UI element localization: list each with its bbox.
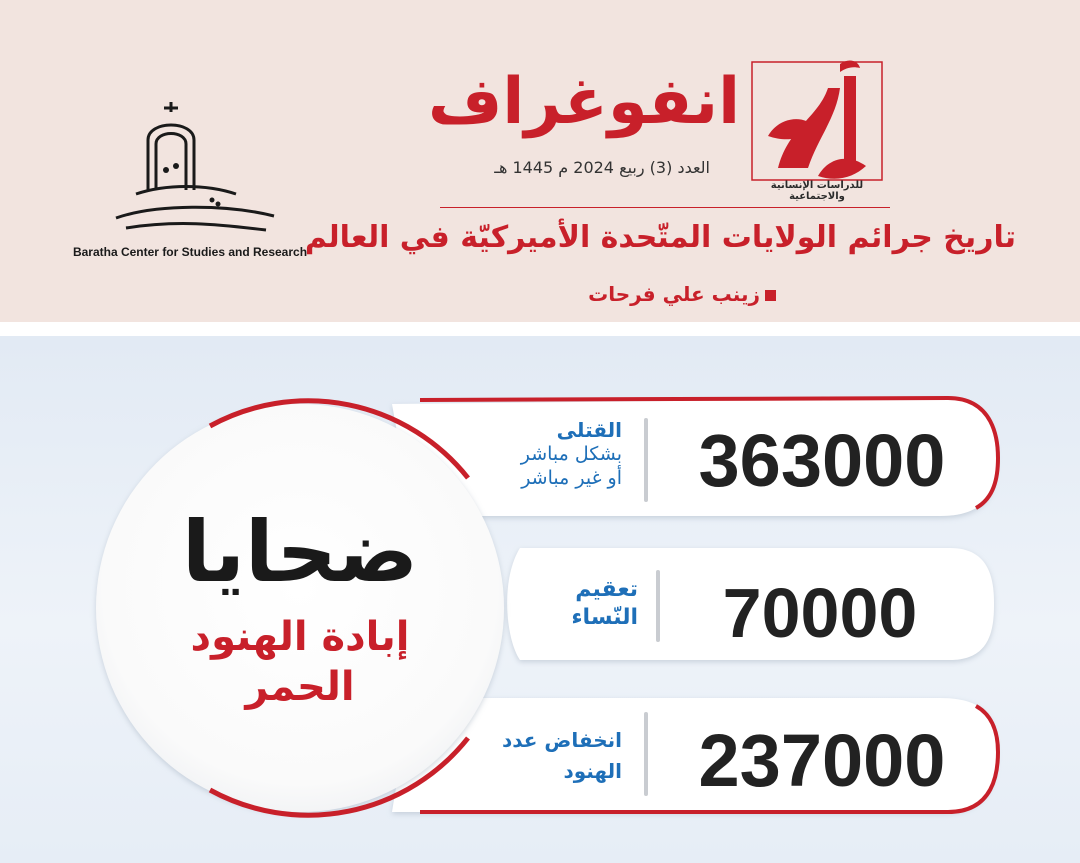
stat-label-population-drop [460,728,622,784]
stat-label-killed-sub2: أو غير مباشر [521,466,622,489]
genocide-subtitle-line1: إبادة الهنود [190,614,410,660]
stat-label-killed-sub1: بشكل مباشر [520,443,622,465]
victims-title: ضحايا [181,503,419,601]
stat-label-population-drop-main: انخفاض عدد [501,728,622,752]
brand-name: انفوغراف [428,65,740,139]
genocide-subtitle-line2: الحمر [245,664,355,710]
stat-label-population-drop-sub: الهنود [563,759,622,783]
victims-circle [96,401,504,815]
center-name-en: Baratha Center for Studies and Research [72,245,308,259]
article-title: تاريخ جرائم الولايات المتّحدة الأميركيّة في العالم [304,220,1016,255]
brand-tagline: للدراسات الإنسانية والاجتماعية [770,180,864,202]
stat-label-sterilization [520,576,638,631]
issue-line: العدد (3) ربيع 2024 م 1445 هـ [494,158,710,177]
stat-number-killed: 363000 [698,419,946,502]
stat-divider-2 [656,570,660,642]
stat-divider-1 [644,418,648,502]
stat-label-killed [460,418,622,491]
stat-label-killed-main: القتلى [556,418,622,442]
genocide-subtitle [150,612,450,712]
stat-label-sterilization-sub: النّساء [571,604,638,630]
stat-number-sterilization: 70000 [722,574,918,652]
stat-number-population-drop: 237000 [698,719,946,802]
stat-label-sterilization-main: تعقيم [575,577,638,602]
stat-divider-3 [644,712,648,796]
author-name: زينب علي فرحات [588,282,760,306]
